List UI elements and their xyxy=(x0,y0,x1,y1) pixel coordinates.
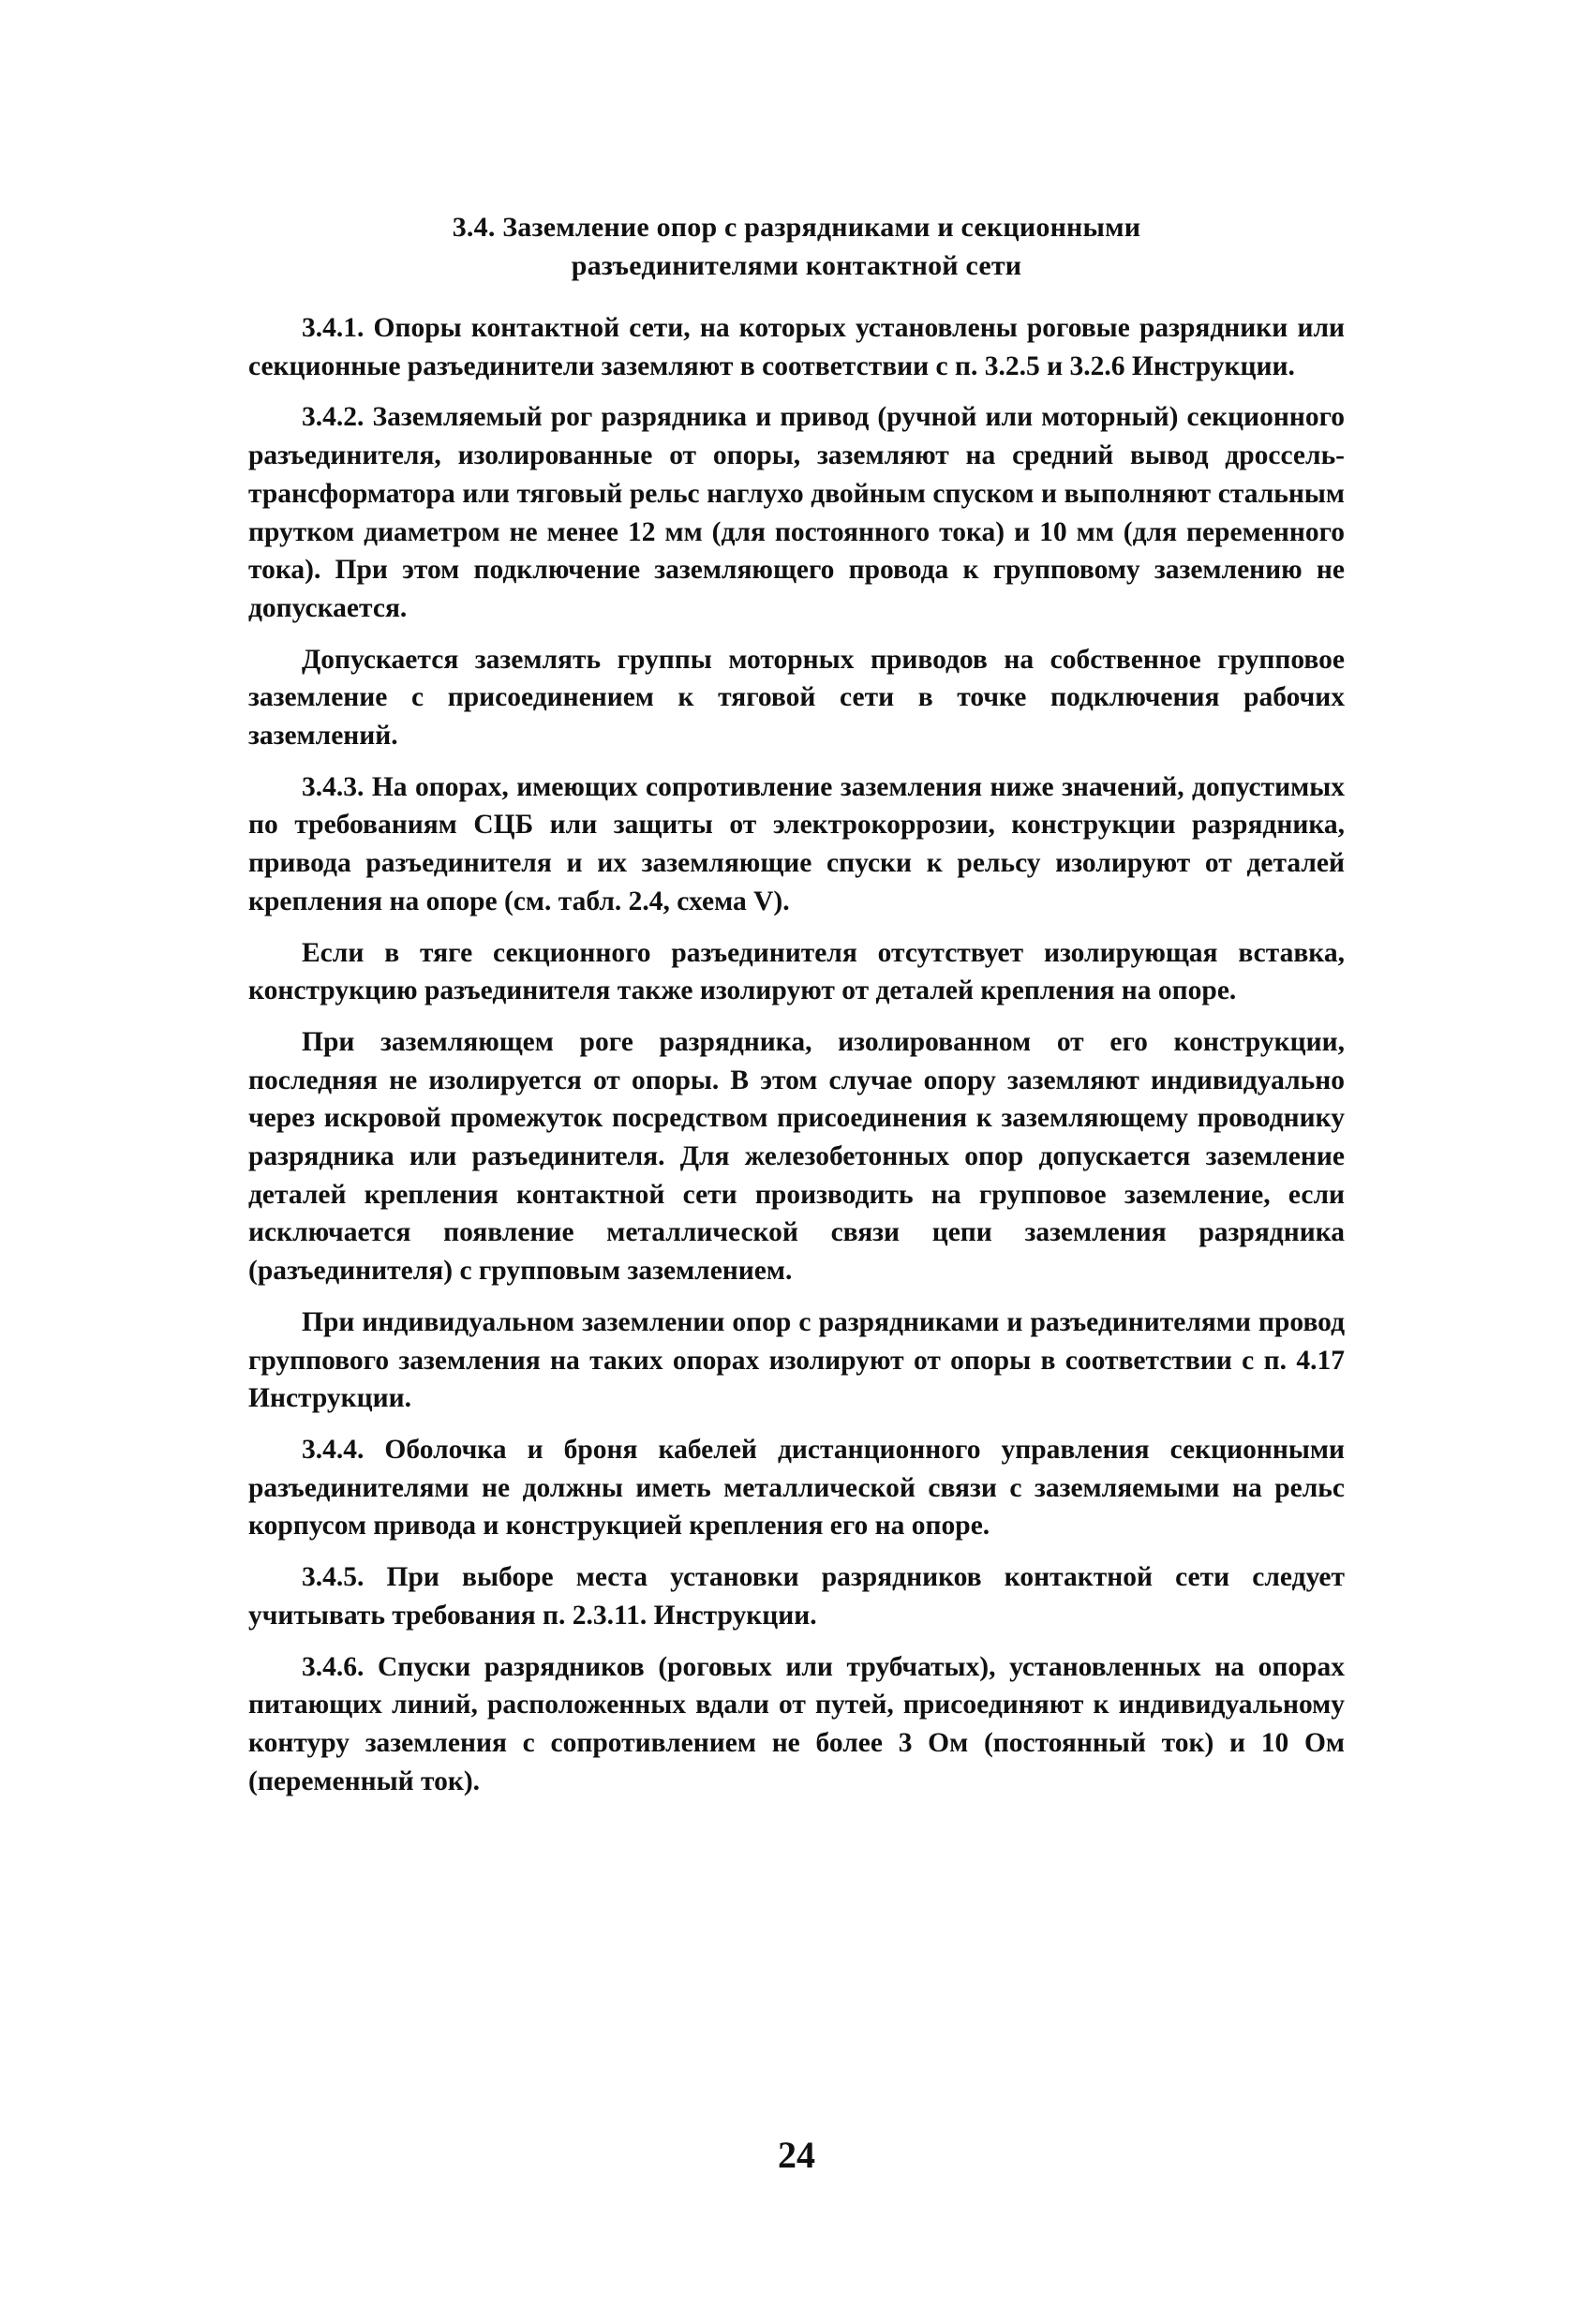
paragraph-3-4-6: 3.4.6. Спуски разрядников (роговых или трубчатых), установленных на опорах питающих линий, расположенных вдали от путей, присоединяют к индивидуальному контуру заземления с сопротивлением не более 3 Ом (постоянный ток) и 10 Ом (переменный ток). xyxy=(248,1651,1345,1796)
section-heading-line-1: 3.4. Заземление опор с разрядниками и секционными xyxy=(452,212,1141,243)
paragraph-3-4-2: 3.4.2. Заземляемый рог разрядника и привод (ручной или моторный) секционного разъединителя, изолированные от опоры, заземляют на средний вывод дроссель-трансформатора или тяговый рельс наглухо двойным спуском и выполняют стальным прутком диаметром не менее 12 мм (для постоянного тока) и 10 мм (для переменного тока). При этом подключение заземляющего провода к групповому заземлению не допускается. xyxy=(248,402,1345,623)
section-heading xyxy=(248,208,1345,285)
paragraph-group-drives: Допускается заземлять группы моторных приводов на собственное групповое заземление с присоединением к тяговой сети в точке подключения рабочих заземлений. xyxy=(248,644,1345,752)
page-number: 24 xyxy=(778,2134,815,2176)
paragraph-insulating-insert: Если в тяге секционного разъединителя отсутствует изолирующая вставка, конструкцию разъединителя также изолируют от деталей крепления на опоре. xyxy=(248,937,1345,1006)
paragraph-individual-grounding: При индивидуальном заземлении опор с разрядниками и разъединителями провод группового заземления на таких опорах изолируют от опоры в соответствии с п. 4.17 Инструкции. xyxy=(248,1306,1345,1414)
paragraph-3-4-3: 3.4.3. На опорах, имеющих сопротивление заземления ниже значений, допустимых по требованиям СЦБ или защиты от электрокоррозии, конструкции разрядника, привода разъединителя и их заземляющие спуски к рельсу изолируют от деталей крепления на опоре (см. табл. 2.4, схема V). xyxy=(248,771,1345,916)
page-content xyxy=(248,208,1345,1813)
section-heading-line-2: разъединителями контактной сети xyxy=(571,250,1022,281)
paragraph-3-4-5: 3.4.5. При выборе места установки разрядников контактной сети следует учитывать требования п. 2.3.11. Инструкции. xyxy=(248,1562,1345,1631)
paragraph-3-4-1: 3.4.1. Опоры контактной сети, на которых установлены роговые разрядники или секционные разъединители заземляют в соответствии с п. 3.2.5 и 3.2.6 Инструкции. xyxy=(248,313,1345,381)
paragraph-3-4-4: 3.4.4. Оболочка и броня кабелей дистанционного управления секционными разъединителями не должны иметь металлической связи с заземляемыми на рельс корпусом привода и конструкцией крепления его на опоре. xyxy=(248,1434,1345,1542)
paragraph-grounding-horn: При заземляющем роге разрядника, изолированном от его конструкции, последняя не изолируется от опоры. В этом случае опору заземляют индивидуально через искровой промежуток посредством присоединения к заземляющему проводнику разрядника или разъединителя. Для железобетонных опор допускается заземление деталей крепления контактной сети производить на групповое заземление, если исключается появление металлической связи цепи заземления разрядника (разъединителя) с групповым заземлением. xyxy=(248,1026,1345,1287)
